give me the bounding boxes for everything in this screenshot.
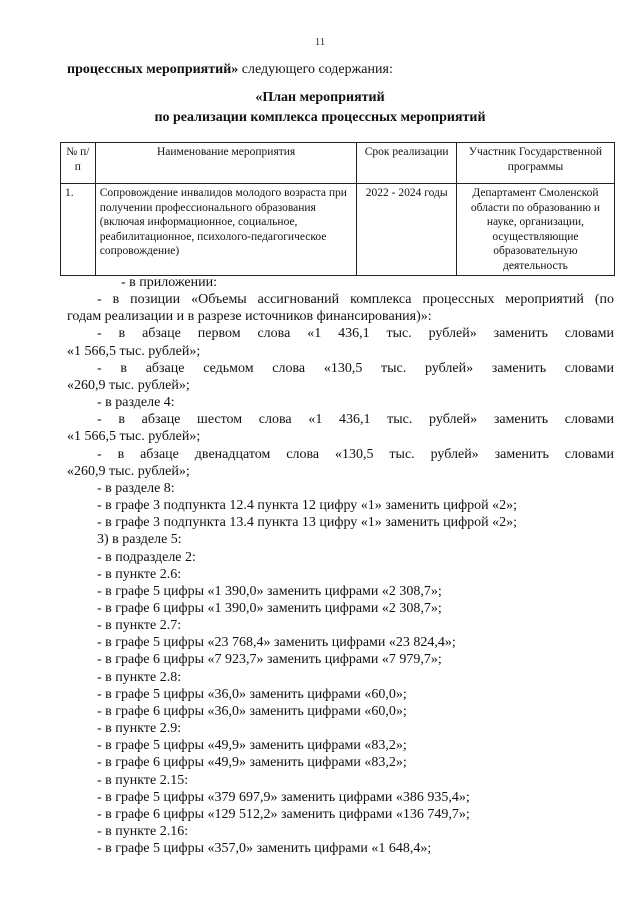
table-row — [61, 184, 615, 276]
table-header-row — [61, 143, 615, 184]
text-line: - в графе 5 цифры «1 390,0» заменить цифрами «2 308,7»; — [97, 583, 442, 599]
text-line: - в графе 5 цифры «49,9» заменить цифрами «83,2»; — [97, 738, 407, 754]
header-term: Срок реализации — [357, 143, 456, 184]
text-line: - в пункте 2.7: — [97, 618, 182, 634]
text-line: «1 566,5 тыс. рублей»; — [67, 343, 201, 359]
intro-bold: процессных мероприятий» — [67, 62, 239, 77]
text-line: - в разделе 4: — [97, 395, 175, 411]
text-line: - в пункте 2.15: — [97, 772, 189, 788]
text-line: «1 566,5 тыс. рублей»; — [67, 429, 201, 445]
intro-line — [67, 62, 393, 78]
text-line: - в абзаце двенадцатом слова «130,5 тыс. рублей» заменить словами — [97, 446, 614, 462]
text-line: - в графе 5 цифры «23 768,4» заменить цифрами «23 824,4»; — [97, 635, 456, 651]
text-line: - в приложении: — [121, 275, 217, 290]
text-line: - в графе 5 цифры «357,0» заменить цифрами «1 648,4»; — [97, 841, 432, 857]
text-line: - в разделе 8: — [97, 480, 175, 496]
text-line: - в графе 6 цифры «7 923,7» заменить цифрами «7 979,7»; — [97, 652, 442, 668]
text-line: - в абзаце седьмом слова «130,5 тыс. рублей» заменить словами — [97, 360, 614, 376]
header-num: № п/п — [61, 143, 96, 184]
text-line: 3) в разделе 5: — [97, 532, 182, 548]
text-line: - в графе 3 подпункта 13.4 пункта 13 цифру «1» заменить цифрой «2»; — [97, 515, 518, 531]
row-num: 1. — [61, 184, 96, 276]
header-participant: Участник Государственной программы — [456, 143, 614, 184]
text-line: - в графе 5 цифры «36,0» заменить цифрами «60,0»; — [97, 686, 407, 702]
text-line: - в пункте 2.16: — [97, 824, 189, 839]
row-name: Сопровождение инвалидов молодого возраста при получении профессионального образования (включая информационное, социальное, реабилитационное, психолого-педагогическое сопровождение) — [95, 184, 357, 276]
text-line: «260,9 тыс. рублей»; — [67, 463, 190, 479]
header-name: Наименование мероприятия — [95, 143, 357, 184]
plan-title-line-2: по реализации комплекса процессных мероприятий — [154, 110, 486, 125]
text-line: годам реализации и в разрезе источников финансирования)»: — [67, 309, 432, 325]
text-line: - в графе 6 цифры «129 512,2» заменить цифрами «136 749,7»; — [97, 806, 470, 822]
text-line: - в позиции «Объемы ассигнований комплекса процессных мероприятий (по — [97, 292, 614, 308]
text-line: - в графе 6 цифры «36,0» заменить цифрами «60,0»; — [97, 703, 407, 719]
text-line: «260,9 тыс. рублей»; — [67, 377, 190, 393]
row-term: 2022 - 2024 годы — [357, 184, 456, 276]
text-line: - в подразделе 2: — [97, 549, 196, 565]
text-line: - в абзаце шестом слова «1 436,1 тыс. рублей» заменить словами — [97, 412, 614, 428]
intro-rest: следующего содержания: — [238, 62, 393, 77]
plan-table — [60, 142, 615, 276]
text-line: - в пункте 2.6: — [97, 566, 182, 582]
row-participant: Департамент Смоленской области по образованию и науке, организации, осуществляющие образовательную деятельность — [456, 184, 614, 276]
page-number: 11 — [314, 36, 326, 48]
text-line: - в графе 3 подпункта 12.4 пункта 12 цифру «1» заменить цифрой «2»; — [97, 498, 518, 514]
text-line: - в графе 6 цифры «49,9» заменить цифрами «83,2»; — [97, 755, 407, 771]
plan-title-line-1: «План мероприятий — [255, 90, 385, 105]
amendments-text — [67, 274, 614, 857]
text-line: - в абзаце первом слова «1 436,1 тыс. рублей» заменить словами — [97, 326, 614, 342]
text-line: - в пункте 2.9: — [97, 721, 182, 737]
text-line: - в графе 5 цифры «379 697,9» заменить цифрами «386 935,4»; — [97, 789, 470, 805]
text-line: - в пункте 2.8: — [97, 669, 182, 685]
text-line: - в графе 6 цифры «1 390,0» заменить цифрами «2 308,7»; — [97, 600, 442, 616]
